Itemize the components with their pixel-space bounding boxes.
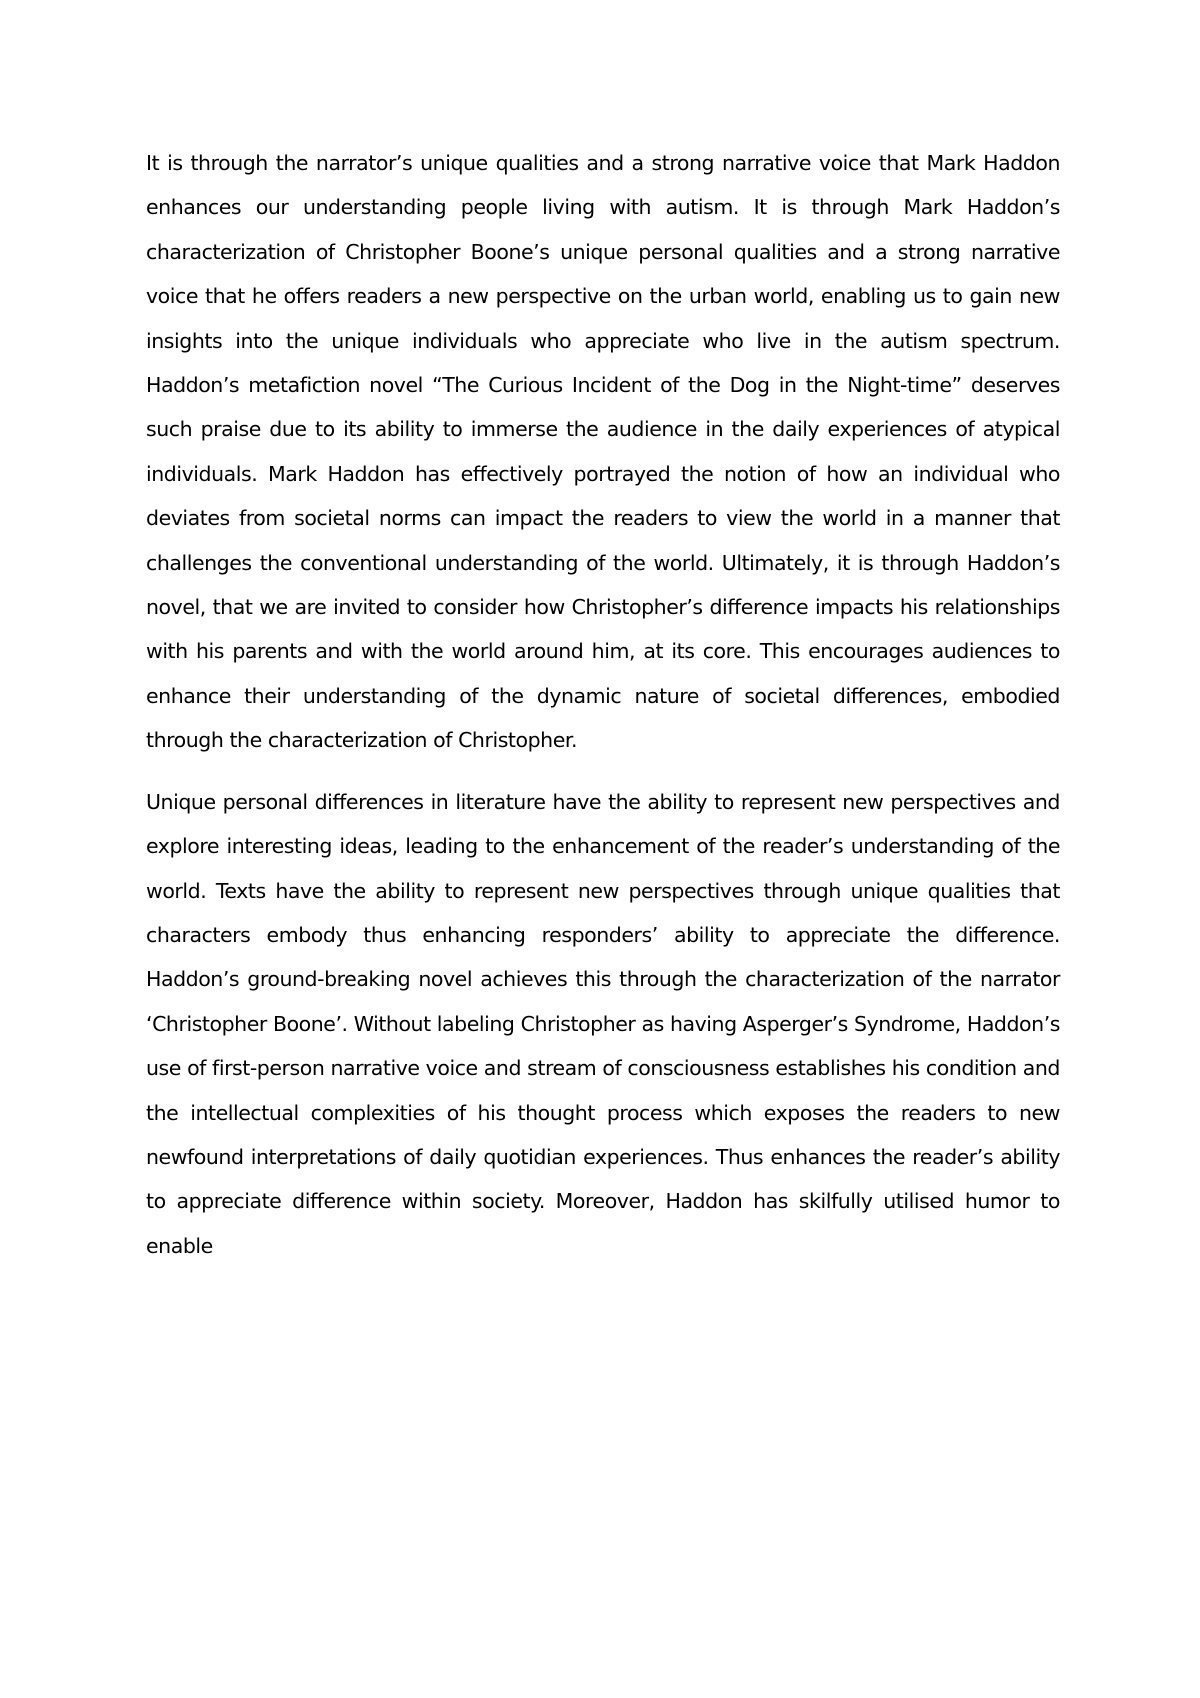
- paragraph-1: It is through the narrator’s unique qualities and a strong narrative voice that Mark Haddon enhances our understanding people living with autism. It is through Mark Haddon’s characterization of Christopher Boone’s unique personal qualities and a strong narrative voice that he offers readers a new perspective on the urban world, enabling us to gain new insights into the unique individuals who appreciate who live in the autism spectrum. Haddon’s metafiction novel “The Curious Incident of the Dog in the Night-time” deserves such praise due to its ability to immerse the audience in the daily experiences of atypical individuals. Mark Haddon has effectively portrayed the notion of how an individual who deviates from societal norms can impact the readers to view the world in a manner that challenges the conventional understanding of the world. Ultimately, it is through Haddon’s novel, that we are invited to consider how Christopher’s difference impacts his relationships with his parents and with the world around him, at its core. This encourages audiences to enhance their understanding of the dynamic nature of societal differences, embodied through the characterization of Christopher.: [146, 151, 1060, 753]
- paragraph-2: Unique personal differences in literature have the ability to represent new perspectives and explore interesting ideas, leading to the enhancement of the reader’s understanding of the world. Texts have the ability to represent new perspectives through unique qualities that characters embody thus enhancing responders’ ability to appreciate the difference. Haddon’s ground-breaking novel achieves this through the characterization of the narrator ‘Christopher Boone’. Without labeling Christopher as having Asperger’s Syndrome, Haddon’s use of first-person narrative voice and stream of consciousness establishes his condition and the intellectual complexities of his thought process which exposes the readers to new newfound interpretations of daily quotidian experiences. Thus enhances the reader’s ability to appreciate difference within society. Moreover, Haddon has skilfully utilised humor to enable: [146, 789, 1060, 1258]
- document-body: [146, 141, 1060, 1268]
